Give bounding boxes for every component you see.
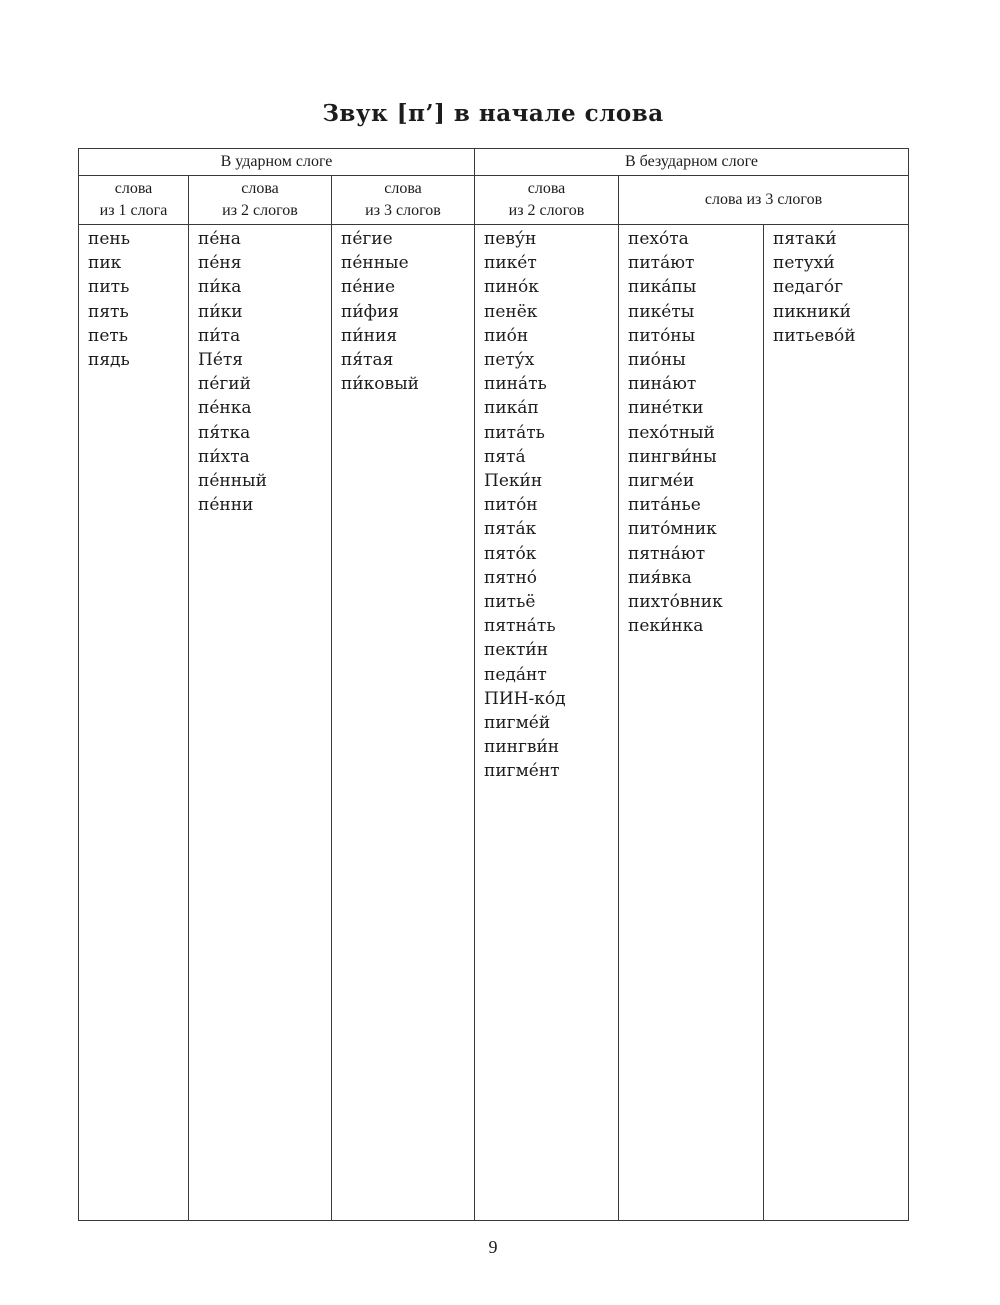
col-header-1-syllable [79, 176, 189, 225]
word-item: пято́к [484, 543, 537, 564]
word-item: пито́ны [628, 325, 696, 346]
word-item: пита́ть [484, 422, 545, 443]
page-title: Звук [п’] в начале слова [322, 100, 664, 127]
word-column-1-syllable [79, 225, 189, 1221]
word-item: пи́ка [198, 277, 242, 298]
word-item: пя́тка [198, 422, 251, 443]
word-item: пике́т [484, 253, 537, 274]
word-item: пеки́нка [628, 616, 704, 637]
word-item: пень [88, 229, 130, 249]
word-column-2-syllables-unstressed [475, 225, 619, 1221]
word-item: певу́н [484, 229, 537, 249]
word-item: пино́к [484, 277, 539, 298]
word-column-3-syllables-stressed [332, 225, 475, 1221]
word-item: пина́ют [628, 374, 697, 395]
word-column-2-syllables-stressed [189, 225, 332, 1221]
col-header-2-syllables-unstressed [475, 176, 619, 225]
page-number: 9 [488, 1237, 498, 1257]
word-item: Пе́тя [198, 350, 244, 371]
word-item: пигме́й [484, 713, 551, 734]
word-item: пингви́н [484, 737, 560, 758]
word-item: пи́ковый [341, 374, 419, 395]
word-item: пито́мник [628, 519, 717, 540]
col-header-label: слова из 3 слогов [365, 180, 441, 219]
col-header-label: слова из 2 слогов [222, 180, 298, 219]
word-item: пехо́та [628, 229, 689, 249]
word-item: пехо́тный [628, 422, 715, 443]
word-item: пихто́вник [628, 592, 723, 613]
word-column-3-syllables-unstressed-a [619, 225, 764, 1221]
word-item: пятаки́ [773, 229, 837, 249]
word-item: пи́фия [341, 301, 400, 322]
word-item: ПИН-ко́д [484, 688, 566, 709]
unstressed-syllable-header: В безударном слоге [475, 149, 909, 176]
word-item: пина́ть [484, 374, 547, 395]
word-item: пи́та [198, 325, 241, 346]
word-item: пио́ны [628, 350, 686, 371]
word-item: пе́гий [198, 374, 251, 395]
word-item: пенёк [484, 301, 538, 322]
stressed-syllable-header: В ударном слоге [79, 149, 475, 176]
word-item: пя́тая [341, 350, 394, 371]
word-item: пита́нье [628, 495, 701, 516]
word-item: пикники́ [773, 301, 851, 322]
word-item: пе́ня [198, 253, 242, 274]
word-item: пять [88, 301, 129, 322]
word-item: пе́нка [198, 398, 252, 419]
word-item: Пеки́н [484, 471, 543, 492]
word-item: пике́ты [628, 301, 695, 322]
word-item: пигме́нт [484, 761, 560, 782]
word-item: пи́ния [341, 325, 398, 346]
word-item: пе́нный [198, 471, 267, 492]
col-header-label: слова из 3 слогов [704, 191, 823, 208]
word-item: пита́ют [628, 253, 695, 274]
word-item: пика́пы [628, 277, 697, 298]
word-item: пе́ние [341, 277, 396, 298]
word-item: пи́хта [198, 446, 250, 467]
col-header-3-syllables-stressed [332, 176, 475, 225]
word-item: пекти́н [484, 640, 549, 661]
word-item: пету́х [484, 350, 535, 371]
word-item: пи́ки [198, 301, 243, 322]
word-item: пятна́ют [628, 543, 706, 564]
word-item: пингви́ны [628, 446, 717, 467]
word-item: питьево́й [773, 325, 856, 346]
word-item: пята́к [484, 519, 537, 540]
word-item: пине́тки [628, 398, 704, 419]
word-column-3-syllables-unstressed-b [764, 225, 909, 1221]
col-header-label: слова из 1 слога [99, 180, 168, 219]
word-item: пе́нни [198, 495, 254, 516]
word-item: пика́п [484, 398, 539, 419]
word-item: пята́ [484, 446, 526, 467]
word-item: пить [88, 277, 130, 298]
word-item: педаго́г [773, 277, 844, 298]
word-item: пе́на [198, 229, 241, 249]
word-item: питьё [484, 592, 536, 613]
word-item: пито́н [484, 495, 538, 516]
word-table [78, 148, 909, 1221]
word-item: пе́гие [341, 229, 393, 249]
word-item: пядь [88, 350, 130, 371]
col-header-label: слова из 2 слогов [508, 180, 585, 219]
word-item: пе́нные [341, 253, 409, 274]
word-item: пия́вка [628, 567, 692, 588]
word-item: пятно́ [484, 567, 538, 588]
word-item: пятна́ть [484, 616, 556, 637]
word-item: пио́н [484, 325, 529, 346]
word-item: педа́нт [484, 664, 547, 685]
col-header-2-syllables-stressed [189, 176, 332, 225]
word-item: петь [88, 325, 129, 346]
col-header-3-syllables-unstressed [619, 176, 909, 225]
word-item: пик [88, 253, 122, 274]
word-item: пигме́и [628, 471, 695, 492]
word-item: петухи́ [773, 253, 835, 274]
